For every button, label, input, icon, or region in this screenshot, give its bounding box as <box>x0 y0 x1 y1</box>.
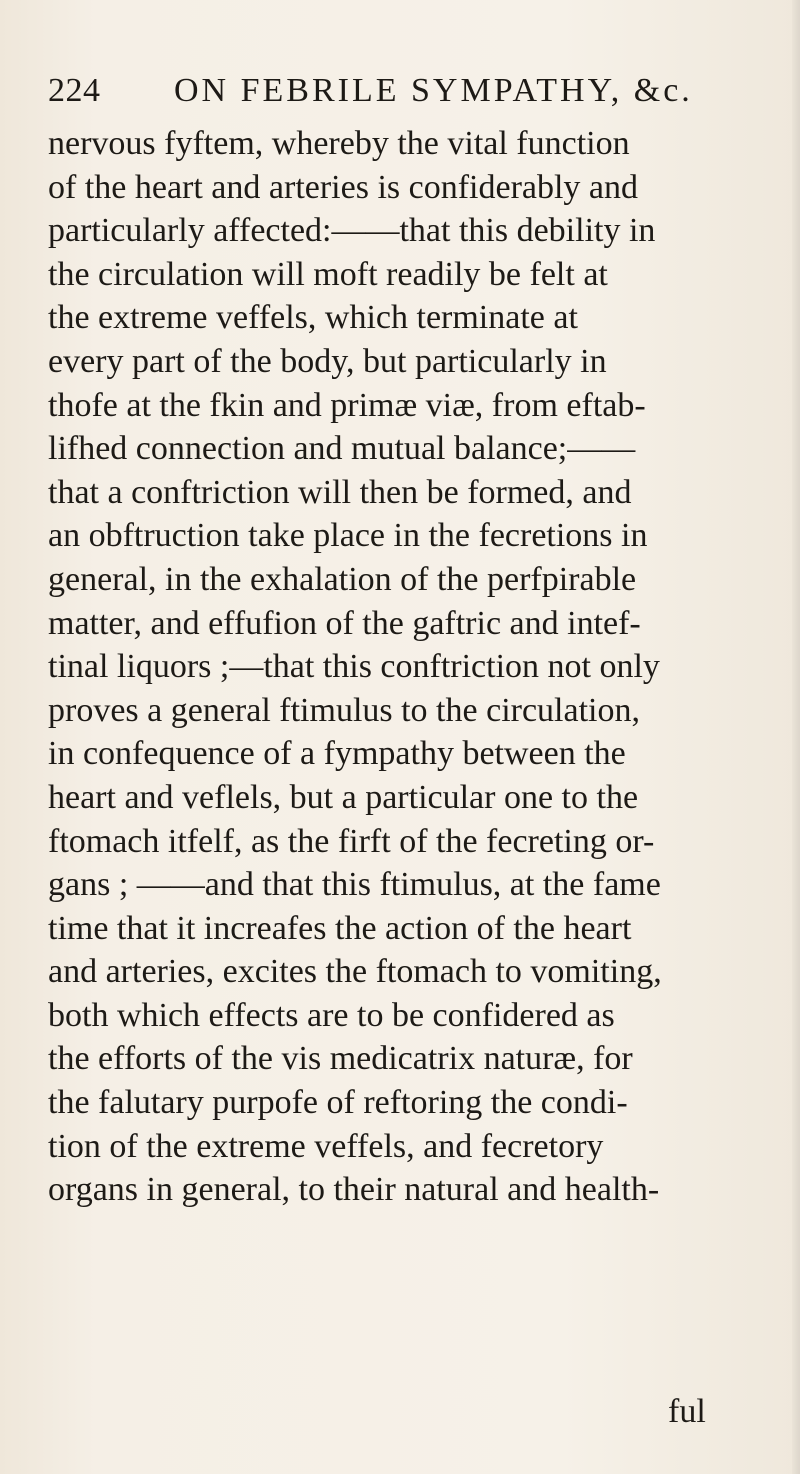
text-line: particularly affected:——that this debility in <box>48 212 656 250</box>
text-line: time that it increafes the action of the heart <box>48 909 632 947</box>
text-line: both which effects are to be confidered as <box>48 996 615 1034</box>
text-line: the circulation will moft readily be felt at <box>48 255 608 293</box>
page-edge <box>792 0 800 1474</box>
text-line: nervous fyftem, whereby the vital function <box>48 125 630 162</box>
text-line: an obftruction take place in the fecretions in <box>48 517 648 555</box>
text-line: gans ; ——and that this ftimulus, at the fame <box>48 866 661 904</box>
text-line: organs in general, to their natural and health- <box>48 1171 660 1209</box>
text-line: tion of the extreme veffels, and fecretory <box>48 1127 604 1165</box>
text-line: and arteries, excites the ftomach to vomiting, <box>48 953 662 991</box>
body-text <box>48 122 748 1212</box>
text-line: that a conftriction will then be formed, and <box>48 473 632 511</box>
running-title: ON FEBRILE SYMPATHY, &c. <box>174 72 693 109</box>
text-line: every part of the body, but particularly in <box>48 342 607 380</box>
text-line: general, in the exhalation of the perfpirable <box>48 560 637 598</box>
catchword: ful <box>668 1393 706 1430</box>
page-number: 224 <box>48 72 101 109</box>
text-line: of the heart and arteries is confiderably and <box>48 168 639 206</box>
text-line: tinal liquors ;—that this conftriction not only <box>48 648 660 686</box>
page-header <box>48 72 708 116</box>
text-line: the extreme veffels, which terminate at <box>48 299 578 337</box>
text-line: lifhed connection and mutual balance;—— <box>48 430 636 468</box>
text-line: in confequence of a fympathy between the <box>48 735 626 773</box>
text-line: heart and veflels, but a particular one to the <box>48 778 639 816</box>
text-line: ftomach itfelf, as the firft of the fecreting or- <box>48 822 655 860</box>
text-line: proves a general ftimulus to the circulation, <box>48 691 640 729</box>
text-line: the efforts of the vis medicatrix naturæ, for <box>48 1040 633 1078</box>
text-line: matter, and effufion of the gaftric and intef- <box>48 604 641 642</box>
text-line: thofe at the fkin and primæ viæ, from eftab- <box>48 386 646 424</box>
text-line: the falutary purpofe of reftoring the condi- <box>48 1084 628 1122</box>
